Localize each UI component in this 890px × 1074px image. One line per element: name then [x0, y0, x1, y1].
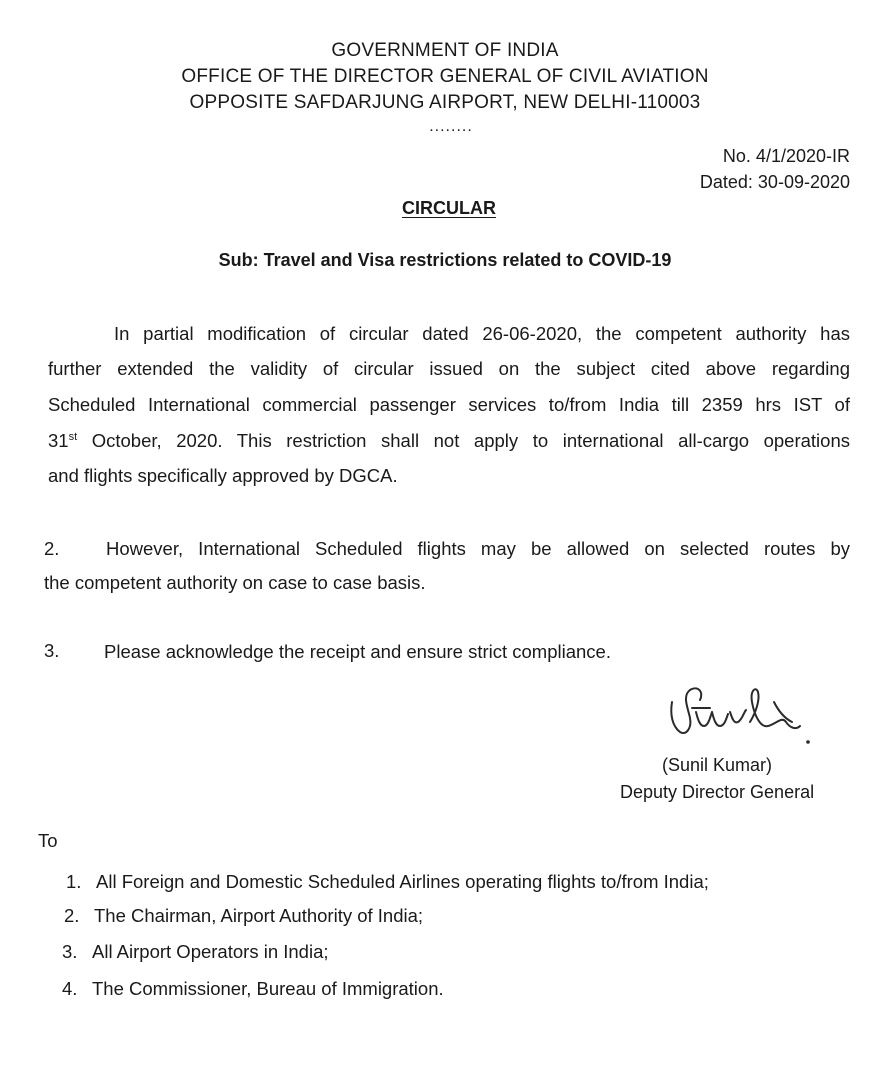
paragraph-2-number: 2. [44, 538, 60, 559]
recipient-number: 3. [62, 941, 78, 962]
recipient-item: The Chairman, Airport Authority of India; [94, 905, 424, 926]
header-line-3: OPPOSITE SAFDARJUNG AIRPORT, NEW DELHI-110003 [189, 92, 701, 113]
paragraph-1-line-1: In partial modification of circular dated 26-06-2020, the competent authority has [114, 323, 850, 344]
recipient-number: 4. [62, 978, 78, 999]
paragraph-1-line-5: and flights specifically approved by DGCA. [48, 465, 398, 486]
header-line-1: GOVERNMENT OF INDIA [331, 40, 559, 61]
recipients-label: To [38, 830, 58, 851]
recipient-item: All Foreign and Domestic Scheduled Airlines operating flights to/from India; [96, 871, 709, 892]
paragraph-3-number: 3. [44, 640, 60, 661]
signatory-designation: Deputy Director General [620, 782, 815, 802]
header-dots: ........ [429, 118, 473, 135]
header-line-2: OFFICE OF THE DIRECTOR GENERAL OF CIVIL AVIATION [181, 66, 709, 87]
signature-scribble-icon [600, 682, 820, 762]
reference-number: No. 4/1/2020-IR [722, 146, 850, 166]
signatory-name: (Sunil Kumar) [662, 755, 773, 775]
paragraph-1-line-4-rest: October, 2020. This restriction shall not apply to international all-cargo operations [77, 430, 850, 451]
recipient-number: 1. [66, 871, 82, 892]
paragraph-1-line-4 [48, 430, 850, 452]
paragraph-2-line-1: However, International Scheduled flights may be allowed on selected routes by [106, 538, 850, 559]
paragraph-3-line-1: Please acknowledge the receipt and ensure strict compliance. [104, 641, 611, 662]
handwritten-signature [600, 682, 820, 752]
paragraph-1-line-2: further extended the validity of circular issued on the subject cited above regarding [48, 358, 850, 379]
recipient-item: The Commissioner, Bureau of Immigration. [92, 978, 444, 999]
recipient-item: All Airport Operators in India; [92, 941, 329, 962]
paragraph-2-line-2: the competent authority on case to case basis. [44, 572, 426, 593]
paragraph-1-line-3: Scheduled International commercial passenger services to/from India till 2359 hrs IST of [48, 394, 850, 415]
paragraph-1-day: 31 [48, 430, 69, 451]
circular-title [4, 198, 890, 219]
subject-line: Sub: Travel and Visa restrictions related to COVID-19 [218, 250, 672, 270]
reference-date: Dated: 30-09-2020 [699, 172, 850, 192]
paragraph-1-day-suffix: st [68, 430, 78, 443]
circular-title-text: CIRCULAR [402, 198, 496, 218]
recipient-number: 2. [64, 905, 80, 926]
